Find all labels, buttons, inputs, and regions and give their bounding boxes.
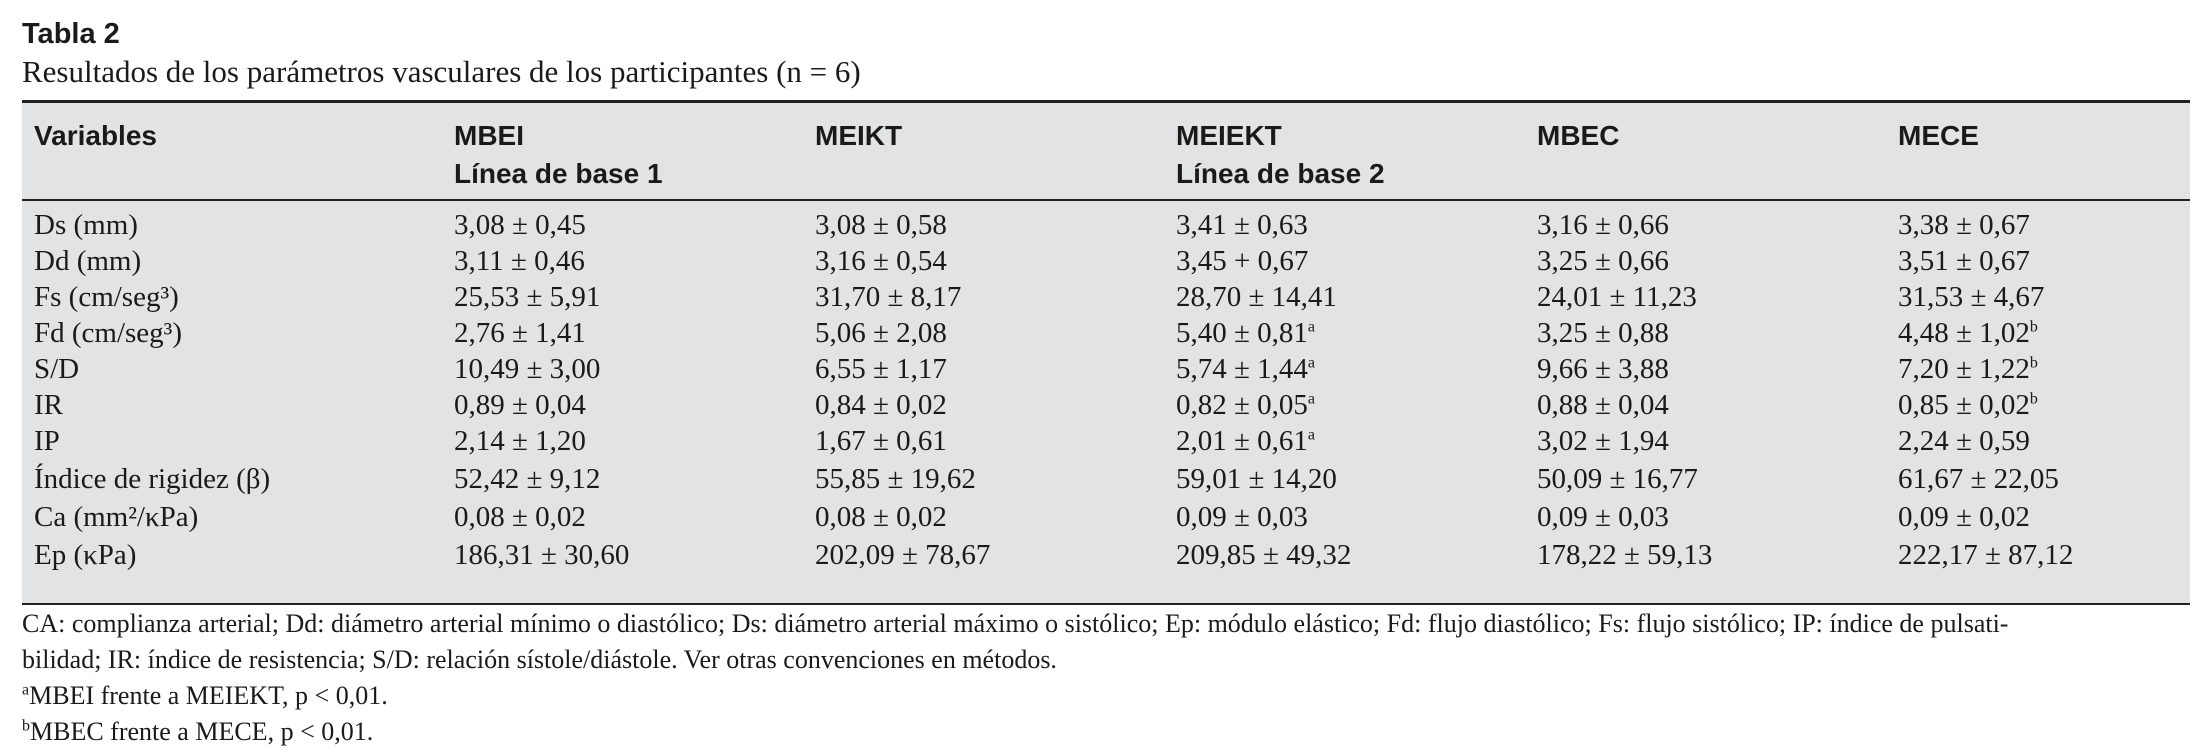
value-cell: 59,01 ± 14,20 — [1176, 463, 1337, 495]
variable-cell: IP — [34, 425, 60, 457]
value-cell: 5,40 ± 0,81$^a$ — [1176, 317, 1316, 349]
value-cell: 3,08 ± 0,58 — [815, 209, 947, 241]
value-cell: 55,85 ± 19,62 — [815, 463, 976, 495]
variable-cell: Dd (mm) — [34, 245, 142, 277]
variable-cell: Ds (mm) — [34, 209, 138, 241]
value-cell: 3,45 + 0,67 — [1176, 245, 1309, 277]
table-row — [22, 461, 2190, 497]
variable-cell: S/D — [34, 353, 80, 385]
header-variables: Variables — [34, 120, 157, 151]
value-cell: 186,31 ± 30,60 — [454, 539, 630, 571]
value-cell: 222,17 ± 87,12 — [1898, 539, 2074, 571]
results-table — [22, 100, 2190, 605]
value-cell: 178,22 ± 59,13 — [1537, 539, 1713, 571]
value-cell: 10,49 ± 3,00 — [454, 353, 601, 385]
value-cell: 3,38 ± 0,67 — [1898, 209, 2030, 241]
table-row — [22, 279, 2190, 315]
footnote-marker: a — [1307, 354, 1316, 372]
table-caption: Resultados de los parámetros vasculares de los participantes (n = 6) — [22, 54, 861, 89]
value-cell: 1,67 ± 0,61 — [815, 425, 947, 457]
variable-cell: Ca (mm²/κPa) — [34, 501, 199, 533]
table-row — [22, 315, 2190, 351]
value-cell: 3,02 ± 1,94 — [1537, 425, 1669, 457]
value-cell: 0,09 ± 0,02 — [1898, 501, 2030, 533]
value-cell: 5,06 ± 2,08 — [815, 317, 947, 349]
value-cell: 5,74 ± 1,44$^a$ — [1176, 353, 1316, 385]
value-cell: 0,88 ± 0,04 — [1537, 389, 1669, 421]
value-cell: 0,09 ± 0,03 — [1176, 501, 1308, 533]
table-row — [22, 243, 2190, 279]
value-cell: 28,70 ± 14,41 — [1176, 281, 1337, 313]
value-cell: 0,84 ± 0,02 — [815, 389, 947, 421]
value-cell: 3,11 ± 0,46 — [454, 245, 585, 277]
value-cell: 4,48 ± 1,02$^b$ — [1898, 317, 2038, 349]
footnote-marker: a — [1307, 426, 1316, 444]
value-cell: 52,42 ± 9,12 — [454, 463, 601, 495]
table-label: Tabla 2 — [22, 18, 120, 50]
header-meikt: MEIKT — [815, 120, 903, 151]
header-meiekt: MEIEKT Línea de base 2 — [1176, 120, 1385, 189]
header-mbec: MBEC — [1537, 120, 1620, 151]
value-cell: 50,09 ± 16,77 — [1537, 463, 1698, 495]
table-body — [22, 201, 2190, 603]
value-cell: 202,09 ± 78,67 — [815, 539, 991, 571]
value-cell: 61,67 ± 22,05 — [1898, 463, 2059, 495]
footnote-marker: a — [1307, 390, 1316, 408]
variable-cell: Ep (κPa) — [34, 539, 137, 571]
footnote-b: $^b$MBEC frente a MECE, p < 0,01. — [22, 717, 374, 746]
value-cell: 0,85 ± 0,02$^b$ — [1898, 389, 2038, 421]
value-cell: 0,08 ± 0,02 — [454, 501, 586, 533]
footnote-marker: b — [2029, 390, 2038, 408]
value-cell: 2,01 ± 0,61$^a$ — [1176, 425, 1316, 457]
variable-cell: IR — [34, 389, 63, 421]
table-header — [22, 103, 2190, 201]
value-cell: 3,41 ± 0,63 — [1176, 209, 1308, 241]
value-cell: 31,70 ± 8,17 — [815, 281, 962, 313]
footnote-a: $^a$MBEI frente a MEIEKT, p < 0,01. — [22, 681, 388, 710]
value-cell: 24,01 ± 11,23 — [1537, 281, 1697, 313]
table-row — [22, 499, 2190, 535]
value-cell: 9,66 ± 3,88 — [1537, 353, 1669, 385]
value-cell: 3,25 ± 0,88 — [1537, 317, 1669, 349]
table-row — [22, 351, 2190, 387]
table-row — [22, 207, 2190, 243]
value-cell: 3,25 ± 0,66 — [1537, 245, 1669, 277]
abbreviations-note: CA: complianza arterial; Dd: diámetro arterial mínimo o diastólico; Ds: diámetro arterial máximo o sistólico; Ep: módulo elástico; Fd: flujo diastólico; Fs: flujo sistólico; IP: índice de pulsati- bilidad; IR: índice de resistencia; S/D: relación sístole/diástole. Ver otras convenciones en métodos. — [22, 609, 2009, 674]
value-cell: 0,08 ± 0,02 — [815, 501, 947, 533]
value-cell: 0,82 ± 0,05$^a$ — [1176, 389, 1316, 421]
table-row — [22, 387, 2190, 423]
value-cell: 2,24 ± 0,59 — [1898, 425, 2030, 457]
value-cell: 3,08 ± 0,45 — [454, 209, 586, 241]
table-row — [22, 537, 2190, 573]
value-cell: 2,76 ± 1,41 — [454, 317, 586, 349]
table-row — [22, 423, 2190, 459]
value-cell: 6,55 ± 1,17 — [815, 353, 947, 385]
footnote-marker: b — [2029, 318, 2038, 336]
variable-cell: Índice de rigidez (β) — [34, 463, 271, 495]
value-cell: 31,53 ± 4,67 — [1898, 281, 2045, 313]
value-cell: 0,89 ± 0,04 — [454, 389, 586, 421]
value-cell: 209,85 ± 49,32 — [1176, 539, 1352, 571]
header-mbei: MBEI Línea de base 1 — [454, 120, 663, 189]
value-cell: 2,14 ± 1,20 — [454, 425, 586, 457]
variable-cell: Fd (cm/seg³) — [34, 317, 183, 349]
table-footnotes — [22, 606, 2192, 750]
header-mece: MECE — [1898, 120, 1979, 151]
value-cell: 25,53 ± 5,91 — [454, 281, 601, 313]
value-cell: 3,16 ± 0,66 — [1537, 209, 1669, 241]
value-cell: 3,51 ± 0,67 — [1898, 245, 2030, 277]
value-cell: 7,20 ± 1,22$^b$ — [1898, 353, 2038, 385]
value-cell: 0,09 ± 0,03 — [1537, 501, 1669, 533]
footnote-marker: a — [1307, 318, 1316, 336]
variable-cell: Fs (cm/seg³) — [34, 281, 179, 313]
footnote-marker: b — [2029, 354, 2038, 372]
value-cell: 3,16 ± 0,54 — [815, 245, 947, 277]
